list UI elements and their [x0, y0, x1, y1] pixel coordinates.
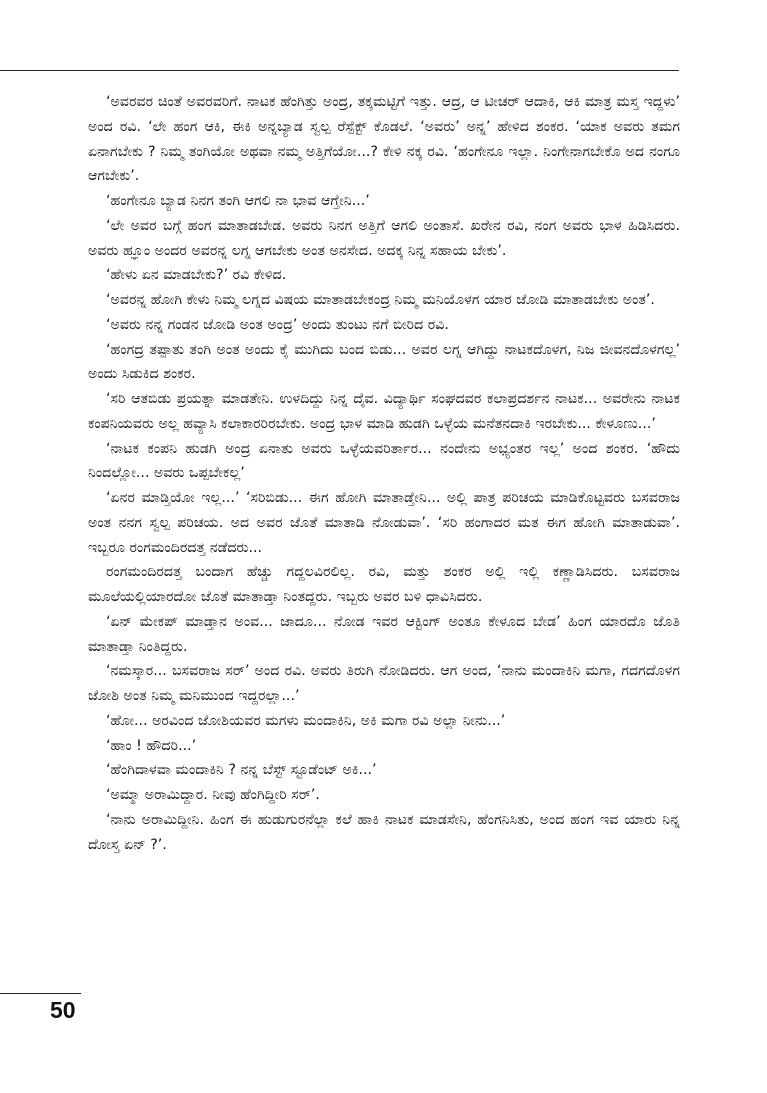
- page-number: 50: [50, 997, 76, 1023]
- paragraph: ‘ಅವರು ನನ್ನ ಗಂಡನ ಜೋಡಿ ಅಂತ ಅಂದ್ರ’ ಅಂದು ತುಂಟು ನಗೆ ಬೀರಿದ ರವಿ.: [106, 316, 449, 333]
- page-body: [88, 90, 680, 857]
- paragraph: ‘ಅಮ್ಮಾ ಅರಾಮಿದ್ದಾರ. ನೀವು ಹೆಂಗಿದ್ದೀರಿ ಸರ್’.: [106, 787, 320, 803]
- paragraph: ‘ನಾಟಕ ಕಂಪನಿ ಹುಡಗಿ ಅಂದ್ರ ಏನಾತು ಅವರು ಒಳ್ಳೆಯವರಿರ್ತಾರ... ನಂದೇನು ಅಭ್ಯಂತರ ಇಲ್ಲ’ ಅಂದ ಶಂಕರ. ‘ಹೌದು ನಿಂದಲ್ಲೋ... ಅವರು ಒಪ್ಪಬೇಕಲ್ಲ’: [88, 440, 680, 482]
- paragraph: ‘ಅವರನ್ನ ಹೋಗಿ ಕೇಳು ನಿಮ್ಮ ಲಗ್ನದ ವಿಷಯ ಮಾತಾಡಬೇಕಂದ್ರ ನಿಮ್ಮ ಮನಿಯೊಳಗ ಯಾರ ಜೋಡಿ ಮಾತಾಡಬೇಕು ಅಂತ’.: [106, 292, 655, 308]
- paragraph: ‘ಲೇ ಅವರ ಬಗ್ಗೆ ಹಂಗ ಮಾತಾಡಬೇಡ. ಅವರು ನಿನಗ ಅತ್ತಿಗೆ ಆಗಲಿ ಅಂತಾಸೆ. ಖರೇನ ರವಿ, ನಂಗ ಅವರು ಭಾಳ ಹಿಡಿಸಿದರು. ಅವರು ಹ್ಞೂಂ ಅಂದರ ಅವರನ್ನ ಲಗ್ನ ಆಗಬೇಕು ಅಂತ ಅನಸೇದ. ಅದಕ್ಕ ನಿನ್ನ ಸಹಾಯ ಬೇಕು’.: [88, 217, 680, 259]
- header-rule: [0, 70, 679, 71]
- paragraph: ‘ನಾನು ಅರಾಮಿದ್ದೀನಿ. ಹಿಂಗ ಈ ಹುಡುಗುರನೆಲ್ಲಾ ಕಲೆ ಹಾಕಿ ನಾಟಕ ಮಾಡಸೇನಿ, ಹೆಂಗನಿಸಿತು, ಅಂದ ಹಂಗ ಇವ ಯಾರು ನಿನ್ನ ದೋಸ್ತ ಏನ್ ?’.: [88, 811, 680, 853]
- paragraph: ‘ಅವರವರ ಚಿಂತೆ ಅವರವರಿಗೆ. ನಾಟಕ ಹೆಂಗಿತ್ತು ಅಂದ್ರ, ತಕ್ಕಮಟ್ಟಿಗೆ ಇತ್ತು. ಆದ್ರ, ಆ ಟೀಚರ್ ಆದಾಕಿ, ಆಕಿ ಮಾತ್ರ ಮಸ್ತ ಇದ್ದಳು’ ಅಂದ ರವಿ. ‘ಲೇ ಹಂಗ ಆಕಿ, ಈಕಿ ಅನ್ನಬ್ಯಾಡ ಸ್ವಲ್ಪ ರೆಸ್ಪೆಕ್ಟ್ ಕೊಡಲೆ. ‘ಅವರು’ ಅನ್ನ’ ಹೇಳಿದ ಶಂಕರ. ‘ಯಾಕ ಅವರು ತಮಗ ಏನಾಗಬೇಕು ? ನಿಮ್ಮ ತಂಗಿಯೋ ಅಥವಾ ನಮ್ಮ ಅತ್ತಿಗೆಯೋ...? ಕೇಳಿ ನಕ್ಕ ರವಿ. ‘ಹಂಗೇನೂ ಇಲ್ಲಾ. ನಿಂಗೇನಾಗಬೇಕೊ ಅದ ನಂಗೂ ಆಗಬೇಕು’.: [88, 94, 680, 185]
- paragraph: ‘ಹೆಂಗಿದಾಳವಾ ಮಂದಾಕಿನಿ ? ನನ್ನ ಬೆಸ್ಟ್ ಸ್ಟೂಡೆಂಟ್ ಅಕಿ...’: [106, 762, 377, 779]
- paragraph: ‘ಏನ್ ಮೇಕಪ್ ಮಾಡ್ತಾನ ಅಂವ... ಜಾದೂ... ನೋಡ ಇವರ ಆಕ್ಟಿಂಗ್ ಅಂತೂ ಕೇಳೂದ ಬೇಡ’ ಹಿಂಗ ಯಾರದೊ ಜೊತಿ ಮಾತಾಡ್ತಾ ನಿಂತಿದ್ದರು.: [88, 613, 680, 655]
- paragraph: ‘ಹಾಂ ! ಹೌದರಿ...’: [106, 737, 197, 754]
- paragraph: ‘ಹಂಗದ್ರ ತಪ್ಪಾತು ತಂಗಿ ಅಂತ ಅಂದು ಕೈ ಮುಗಿದು ಬಂದ ಬಿಡು... ಅವರ ಲಗ್ನ ಆಗಿದ್ದು ನಾಟಕದೊಳಗ, ನಿಜ ಜೀವನದೊಳಗಲ್ಲ’ ಅಂದು ಸಿಡುಕಿದ ಶಂಕರ.: [88, 341, 680, 383]
- paragraph: ‘ಸರಿ ಆತಬಿಡು ಪ್ರಯತ್ನಾ ಮಾಡತೇನಿ. ಉಳದಿದ್ದು ನಿನ್ನ ದೈವ. ವಿದ್ಯಾರ್ಥಿ ಸಂಘದವರ ಕಲಾಪ್ರದರ್ಶನ ನಾಟಕ... ಅವರೇನು ನಾಟಕ ಕಂಪನಿಯವರು ಅಲ್ಲ ಹವ್ಯಾಸಿ ಕಲಾಕಾರರಿರಬೇಕು. ಅಂದ್ರ ಭಾಳ ಮಾಡಿ ಹುಡಗಿ ಒಳ್ಳೆಯ ಮನೆತನದಾಕಿ ಇರಬೇಕು... ಕೇಳೂಣು...’: [88, 391, 680, 432]
- paragraph: ‘ನಮಸ್ಕಾರ... ಬಸವರಾಜ ಸರ್’ ಅಂದ ರವಿ. ಅವರು ತಿರುಗಿ ನೋಡಿದರು. ಆಗ ಅಂದ, ‘ನಾನು ಮಂದಾಕಿನಿ ಮಗಾ, ಗದಗದೊಳಗ ಜೋಶಿ ಅಂತ ನಿಮ್ಮ ಮನಿಮುಂದ ಇದ್ದರಲ್ಲಾ...’: [88, 663, 680, 704]
- paragraph: ರಂಗಮಂದಿರದತ್ತ ಬಂದಾಗ ಹೆಚ್ಚು ಗದ್ದಲವಿರಲಿಲ್ಲ. ರವಿ, ಮತ್ತು ಶಂಕರ ಅಲ್ಲಿ ಇಲ್ಲಿ ಕಣ್ಣಾಡಿಸಿದರು. ಬಸವರಾಜ ಮೂಲೆಯಲ್ಲಿಯಾರದೋ ಜೊತೆ ಮಾತಾಡ್ತಾ ನಿಂತದ್ದರು. ಇಬ್ಬರು ಅವರ ಬಳಿ ಧಾವಿಸಿದರು.: [88, 564, 680, 605]
- paragraph: ‘ಹಂಗೇನೂ ಬ್ಯಾಡ ನಿನಗ ತಂಗಿ ಆಗಲಿ ನಾ ಭಾವ ಆಗ್ತೇನಿ...’: [106, 193, 370, 209]
- paragraph: ‘ಏನರ ಮಾಡ್ತಿಯೋ ಇಲ್ಲ...’ ‘ಸರಿಬಿಡು... ಈಗ ಹೋಗಿ ಮಾತಾಡ್ತೇನಿ... ಅಲ್ಲಿ ಪಾತ್ರ ಪರಿಚಯ ಮಾಡಿಕೊಟ್ಟವರು ಬಸವರಾಜ ಅಂತ ನನಗ ಸ್ವಲ್ಪ ಪರಿಚಯ. ಅದ ಅವರ ಜೊತೆ ಮಾತಾಡಿ ನೋಡುವಾ’. ‘ಸರಿ ಹಂಗಾದರ ಮತ ಈಗ ಹೋಗಿ ಮಾತಾಡುವಾ’. ಇಬ್ಬರೂ ರಂಗಮಂದಿರದತ್ತ ನಡೆದರು...: [88, 490, 680, 556]
- paragraph: ‘ಹೋ... ಅರವಿಂದ ಜೋಶಿಯವರ ಮಗಳು ಮಂದಾಕಿನಿ, ಅಕಿ ಮಗಾ ರವಿ ಅಲ್ಲಾ ನೀನು...’: [106, 712, 506, 729]
- paragraph: ‘ಹೇಳು ಏನ ಮಾಡಬೇಕು?’ ರವಿ ಕೇಳಿದ.: [106, 267, 287, 284]
- footer-rule: [0, 993, 81, 994]
